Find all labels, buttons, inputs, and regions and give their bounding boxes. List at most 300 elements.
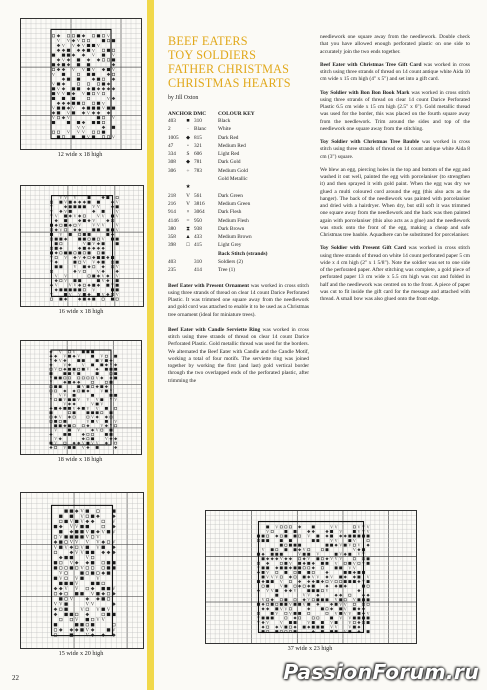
svg-text:V: V [96, 618, 100, 624]
svg-text:V: V [348, 542, 352, 548]
key-symbol [182, 258, 194, 266]
svg-text:V: V [85, 556, 89, 562]
svg-text:V: V [311, 574, 315, 580]
svg-text:V: V [298, 551, 302, 557]
key-anchor: 914 [168, 209, 176, 216]
gold-stripe [147, 0, 154, 690]
svg-text:V: V [279, 606, 283, 612]
svg-text:V: V [101, 213, 105, 219]
key-anchor [168, 183, 182, 191]
svg-text:V: V [114, 419, 118, 424]
colour-key-row [168, 225, 309, 233]
svg-text:V: V [66, 129, 71, 135]
svg-text:V: V [366, 610, 370, 616]
svg-text:V: V [115, 264, 119, 270]
svg-text:V: V [54, 273, 58, 279]
svg-text:V: V [112, 587, 116, 593]
svg-text:V: V [76, 129, 81, 135]
svg-text:V: V [59, 576, 63, 582]
svg-text:V: V [279, 579, 283, 585]
svg-text:V: V [92, 241, 96, 247]
key-colour: Light Red [218, 151, 240, 158]
article-column-left [168, 34, 309, 385]
svg-text:V: V [339, 528, 343, 534]
svg-text:V: V [275, 524, 279, 530]
svg-text:V: V [64, 195, 68, 201]
svg-text:V: V [348, 565, 352, 571]
svg-text:V: V [63, 393, 67, 398]
svg-text:V: V [80, 514, 84, 520]
key-symbol: □ [186, 242, 190, 249]
key-colour: Dark Red [218, 134, 239, 141]
key-symbol [182, 175, 194, 183]
colour-key-row [168, 125, 309, 133]
svg-text:V: V [366, 574, 370, 580]
svg-text:V: V [348, 619, 352, 625]
title-line: FATHER CHRISTMAS [168, 62, 290, 76]
svg-text:V: V [81, 124, 86, 130]
svg-text:V: V [75, 582, 79, 588]
colour-key-row [168, 233, 309, 241]
svg-text:V: V [330, 619, 334, 625]
svg-text:V: V [64, 255, 68, 261]
svg-text:V: V [109, 424, 113, 429]
key-anchor: 2 [168, 126, 171, 133]
svg-text:V: V [59, 535, 63, 541]
svg-text:V: V [366, 524, 370, 530]
colour-key-rows [168, 117, 309, 250]
svg-text:V: V [63, 402, 67, 407]
svg-text:V: V [362, 524, 365, 530]
paragraph-heading: Beef Eater with Candle Serviette Ring [168, 326, 261, 333]
svg-text:V: V [106, 33, 111, 39]
key-anchor: 47 [168, 142, 174, 149]
svg-text:V: V [343, 610, 347, 616]
key-symbol: · [187, 126, 189, 133]
svg-text:V: V [279, 556, 283, 562]
svg-text:V: V [81, 441, 85, 446]
key-colour: Gold Metallic [218, 176, 248, 183]
key-dmc: 606 [194, 151, 202, 158]
svg-text:V: V [92, 204, 96, 210]
paragraph-body: was worked in cross stitch using three strands of thread on 14 count antique white Aida 10 cm wide x 15 cm high (4" x 5") and set into a gift card. [320, 61, 470, 83]
key-colour: White [218, 126, 231, 133]
key-colour: Dark Flesh [218, 209, 242, 216]
svg-text:V: V [334, 610, 338, 616]
svg-text:V: V [50, 204, 53, 210]
svg-text:V: V [54, 367, 58, 372]
svg-text:V: V [100, 402, 104, 407]
key-anchor: 358 [168, 234, 176, 241]
svg-text:V: V [85, 540, 89, 546]
svg-text:V: V [85, 530, 89, 536]
svg-text:V: V [348, 615, 352, 621]
instruction-paragraph [320, 62, 470, 84]
svg-text:V: V [50, 213, 53, 219]
svg-text:V: V [112, 540, 116, 546]
svg-text:V: V [352, 597, 356, 603]
chart-beef-eater-tree [20, 492, 144, 649]
svg-text:V: V [64, 587, 68, 593]
svg-text:V: V [90, 602, 95, 608]
svg-text:V: V [64, 199, 68, 205]
instruction-paragraph [320, 90, 470, 134]
instruction-paragraph [320, 34, 470, 56]
svg-text:V: V [288, 560, 292, 566]
key-anchor: 306 [168, 167, 176, 174]
svg-text:V: V [53, 602, 58, 608]
svg-text:V: V [339, 542, 343, 548]
svg-text:V: V [80, 520, 84, 526]
svg-text:V: V [279, 624, 283, 630]
svg-text:V: V [115, 291, 119, 297]
chart-beef-eater-candle [20, 340, 142, 455]
instruction-paragraph [320, 139, 470, 161]
svg-text:V: V [348, 624, 352, 630]
svg-text:V: V [75, 525, 79, 531]
svg-text:V: V [68, 291, 72, 297]
key-anchor: 1005 [168, 134, 179, 141]
svg-text:V: V [293, 588, 297, 594]
svg-text:V: V [86, 110, 91, 116]
svg-text:V: V [66, 38, 71, 44]
svg-text:V: V [92, 287, 96, 293]
svg-text:V: V [58, 358, 62, 363]
key-anchor: 380 [168, 225, 176, 232]
svg-text:V: V [330, 624, 334, 630]
svg-text:V: V [92, 222, 96, 228]
key-colour: Medium Gold [218, 167, 248, 174]
svg-text:V: V [334, 556, 338, 562]
back-stitch-row [168, 258, 309, 266]
svg-text:V: V [111, 115, 116, 121]
svg-text:V: V [334, 597, 338, 603]
paragraph-body: was worked in cross stitch using three strands of thread on clear 14 count Darice Perforated Plastic 6.5 cm wide x 15 cm high (2.5" x 6"). Gold metallic thread was used for the border, this was placed on the fourth square away from the needlework. Trim around the sides and top of the needlework one square away from the stitching. [320, 89, 470, 132]
svg-text:V: V [115, 227, 119, 233]
colour-key-row [168, 150, 309, 158]
svg-text:V: V [80, 566, 84, 572]
svg-text:V: V [96, 91, 101, 97]
paragraph-body: was worked in cross stitch using three strands of thread on white 14 count perforated paper 5 cm wide x 4 cm high (2" x 1 5/8"). Note the soldier was set to one side of the perforated paper. After stitching was complete, a gold piece of perforated paper 13 cm wide x 5.5 cm high was cut and folded in half and the needlework was centred on to the front. A piece of paper was cut to fit inside the gift card for the message and attached with thread. A small bow was also glued onto the front edge. [320, 245, 470, 302]
svg-text:V: V [302, 592, 306, 598]
chart-caption: 18 wide x 18 high [57, 456, 103, 463]
svg-text:V: V [91, 52, 96, 58]
article-column-right [320, 34, 470, 303]
svg-text:V: V [53, 545, 58, 551]
key-colour: Dark Gold [218, 159, 241, 166]
svg-text:V: V [86, 367, 90, 372]
key-symbol: = [186, 217, 190, 224]
svg-text:V: V [54, 437, 58, 442]
svg-text:V: V [80, 545, 84, 551]
back-stitch-row [168, 266, 309, 274]
svg-text:V: V [59, 231, 63, 237]
key-colour: Medium Green [218, 200, 251, 207]
paragraph-body: was worked in cross stitch using three strands of thread on clear 14 count Darice Perforated Plastic. Gold metallic thread was used for the borders. We alternated the Beef Eater with Candle and the Candle Motif, working a total of four motifs. The serviette ring was joined together by working the first (and last) gold vertical border through the two overlapped ends of the perforated plastic, after trimming the [168, 326, 309, 384]
key-header-left: ANCHOR DMC [168, 111, 207, 117]
instruction-paragraph [168, 327, 309, 385]
key-anchor: 218 [168, 192, 176, 199]
key-dmc: 561 [194, 192, 202, 199]
key-dmc: 950 [194, 217, 202, 224]
svg-text:V: V [80, 551, 84, 557]
svg-text:V: V [96, 268, 100, 274]
svg-text:V: V [49, 376, 53, 381]
svg-text:V: V [111, 134, 116, 140]
svg-text:V: V [75, 618, 79, 624]
svg-text:V: V [91, 441, 94, 446]
svg-text:V: V [61, 91, 66, 97]
svg-text:V: V [63, 398, 67, 403]
svg-text:V: V [352, 560, 356, 566]
key-dmc: 938 [194, 225, 202, 232]
key-anchor: 403 [168, 118, 176, 124]
svg-text:V: V [101, 105, 106, 111]
svg-text:V: V [71, 67, 76, 73]
paragraph-heading: Beef Eater with Present Ornament [168, 282, 250, 289]
svg-text:V: V [334, 624, 338, 630]
colour-key-row [168, 208, 309, 216]
svg-text:V: V [82, 259, 86, 265]
svg-text:V: V [100, 358, 104, 363]
svg-text:V: V [49, 398, 53, 403]
key-dmc: Blanc [194, 126, 207, 133]
colour-key-row [168, 175, 309, 183]
paragraph-heading: Toy Soldier with Present Gift Card [320, 245, 407, 252]
key-symbol: ◆ [185, 134, 191, 141]
svg-text:V: V [96, 540, 100, 546]
svg-text:V: V [101, 273, 105, 279]
svg-text:V: V [96, 545, 100, 551]
svg-text:V: V [275, 610, 279, 616]
svg-text:V: V [284, 606, 288, 612]
svg-text:V: V [72, 406, 76, 411]
key-anchor: 308 [168, 159, 176, 166]
svg-text:V: V [96, 607, 100, 613]
svg-text:V: V [339, 551, 343, 557]
svg-text:V: V [73, 264, 77, 270]
key-dmc: 433 [194, 234, 202, 241]
svg-text:V: V [279, 583, 283, 589]
svg-text:V: V [101, 291, 105, 297]
svg-text:V: V [261, 597, 265, 603]
svg-text:V: V [68, 282, 72, 288]
chart-caption: 15 wide x 20 high [58, 650, 104, 657]
svg-text:V: V [316, 551, 320, 557]
byline: by Jill Oxton [168, 95, 199, 101]
svg-text:V: V [330, 524, 334, 530]
paragraph-body: needlework one square away from the needlework. Double check that you have allowed enough perforated plastic on one side to accurately join the two ends together. [320, 34, 470, 55]
colour-key-row [168, 134, 309, 142]
svg-text:V: V [95, 428, 99, 433]
svg-text:V: V [96, 535, 100, 541]
svg-text:V: V [54, 213, 58, 219]
svg-text:V: V [343, 629, 347, 635]
svg-text:V: V [64, 208, 68, 214]
chart-toy-soldier-bookmark [205, 510, 417, 644]
instructions-left [168, 283, 309, 385]
svg-text:V: V [257, 565, 260, 571]
svg-text:V: V [63, 354, 67, 359]
svg-text:V: V [80, 607, 84, 613]
svg-text:V: V [100, 354, 104, 359]
svg-text:V: V [63, 445, 67, 450]
svg-text:V: V [101, 222, 105, 228]
svg-text:V: V [54, 441, 58, 446]
svg-text:V: V [111, 67, 116, 73]
svg-text:V: V [91, 67, 96, 73]
svg-text:V: V [257, 615, 260, 621]
svg-text:V: V [362, 551, 365, 557]
key-symbol: ▫ [187, 142, 189, 149]
svg-text:V: V [69, 597, 74, 603]
svg-text:V: V [86, 419, 90, 424]
svg-text:V: V [96, 222, 100, 228]
key-anchor: 403 [168, 259, 176, 266]
svg-text:V: V [330, 538, 334, 544]
key-symbol: ◆ [185, 159, 191, 166]
key-dmc: 3064 [194, 209, 205, 216]
svg-text:V: V [86, 406, 90, 411]
svg-text:V: V [362, 579, 365, 585]
key-anchor: 4146 [168, 217, 179, 224]
svg-text:V: V [357, 551, 361, 557]
svg-text:V: V [51, 71, 56, 77]
svg-text:V: V [115, 273, 119, 279]
svg-text:V: V [72, 350, 76, 355]
svg-text:V: V [101, 278, 105, 284]
key-dmc: 321 [194, 142, 202, 149]
instruction-paragraph [168, 283, 309, 319]
svg-text:V: V [334, 560, 338, 566]
svg-text:V: V [112, 520, 116, 526]
svg-text:V: V [96, 204, 100, 210]
svg-text:V: V [257, 619, 260, 625]
key-dmc: 414 [194, 267, 202, 274]
key-symbol: ▲ [185, 234, 191, 241]
svg-text:V: V [78, 268, 82, 274]
key-header-right: COLOUR KEY [218, 111, 255, 117]
colour-key-row [168, 158, 309, 166]
chart-caption: 16 wide x 18 high [58, 308, 104, 315]
svg-text:V: V [50, 291, 53, 297]
svg-text:V: V [106, 95, 111, 101]
svg-text:V: V [81, 363, 85, 368]
svg-text:V: V [59, 227, 63, 233]
title-line: TOY SOLDIERS [168, 48, 257, 62]
article-title [168, 34, 309, 90]
svg-text:V: V [106, 607, 111, 613]
svg-text:V: V [307, 533, 311, 539]
key-dmc: 310 [194, 118, 202, 124]
svg-text:V: V [357, 542, 361, 548]
svg-text:V: V [56, 38, 61, 44]
svg-text:V: V [78, 255, 82, 261]
svg-text:V: V [330, 574, 334, 580]
svg-text:V: V [69, 561, 74, 567]
svg-text:V: V [75, 576, 79, 582]
key-colour: Tree (1) [218, 267, 236, 274]
key-colour: Light Grey [218, 242, 242, 249]
svg-text:V: V [49, 393, 53, 398]
svg-text:V: V [288, 610, 292, 616]
svg-text:V: V [266, 574, 270, 580]
svg-text:V: V [91, 402, 94, 407]
svg-text:V: V [111, 282, 114, 288]
svg-text:V: V [54, 428, 58, 433]
svg-text:V: V [56, 91, 61, 97]
svg-text:V: V [73, 195, 77, 201]
key-colour: Medium Red [218, 142, 246, 149]
svg-text:V: V [266, 619, 270, 625]
svg-text:V: V [101, 618, 105, 624]
svg-text:V: V [59, 571, 63, 577]
colour-key-row [168, 183, 309, 191]
svg-text:V: V [73, 282, 77, 288]
svg-text:V: V [95, 441, 99, 446]
svg-text:V: V [352, 547, 356, 553]
svg-text:V: V [66, 110, 71, 116]
key-symbol: V [186, 192, 190, 199]
svg-text:V: V [270, 588, 274, 594]
svg-text:V: V [58, 393, 62, 398]
svg-text:V: V [58, 415, 62, 420]
svg-text:V: V [91, 47, 96, 53]
key-colour: Medium Flesh [218, 217, 249, 224]
colour-key-row [168, 200, 309, 208]
key-anchor: 334 [168, 151, 176, 158]
key-symbol: ÷ [186, 167, 190, 174]
svg-text:V: V [112, 530, 116, 536]
svg-text:V: V [266, 588, 270, 594]
watermark: PassionForum.ru [283, 660, 479, 684]
svg-text:V: V [101, 100, 106, 106]
key-symbol: × [186, 209, 190, 216]
key-symbol: V [186, 200, 190, 207]
chart-caption: 12 wide x 18 high [57, 151, 103, 158]
key-symbol: ⧗ [186, 225, 190, 232]
back-stitch-label: Back Stitch (strands) [218, 250, 268, 257]
svg-text:V: V [109, 398, 113, 403]
svg-text:V: V [266, 528, 270, 534]
key-dmc: 781 [194, 159, 202, 166]
svg-text:V: V [77, 354, 81, 359]
svg-text:V: V [81, 67, 86, 73]
key-colour [218, 183, 309, 191]
svg-text:V: V [266, 569, 270, 575]
svg-text:V: V [279, 619, 283, 625]
svg-text:V: V [352, 538, 356, 544]
svg-text:V: V [86, 398, 90, 403]
svg-text:V: V [80, 509, 84, 515]
svg-text:V: V [100, 389, 104, 394]
svg-text:V: V [95, 398, 99, 403]
svg-text:V: V [76, 38, 81, 44]
svg-text:V: V [302, 601, 306, 607]
svg-text:V: V [82, 241, 86, 247]
svg-text:V: V [51, 105, 56, 111]
page-number: 22 [12, 674, 19, 682]
title-line: CHRISTMAS HEARTS [168, 76, 291, 90]
key-symbol: ★ [185, 184, 191, 191]
svg-text:V: V [96, 576, 100, 582]
colour-key-row [168, 192, 309, 200]
svg-text:V: V [334, 524, 338, 530]
key-symbol: S [186, 151, 190, 158]
svg-text:V: V [115, 222, 119, 228]
svg-text:V: V [115, 213, 119, 219]
key-colour: Dark Green [218, 192, 243, 199]
